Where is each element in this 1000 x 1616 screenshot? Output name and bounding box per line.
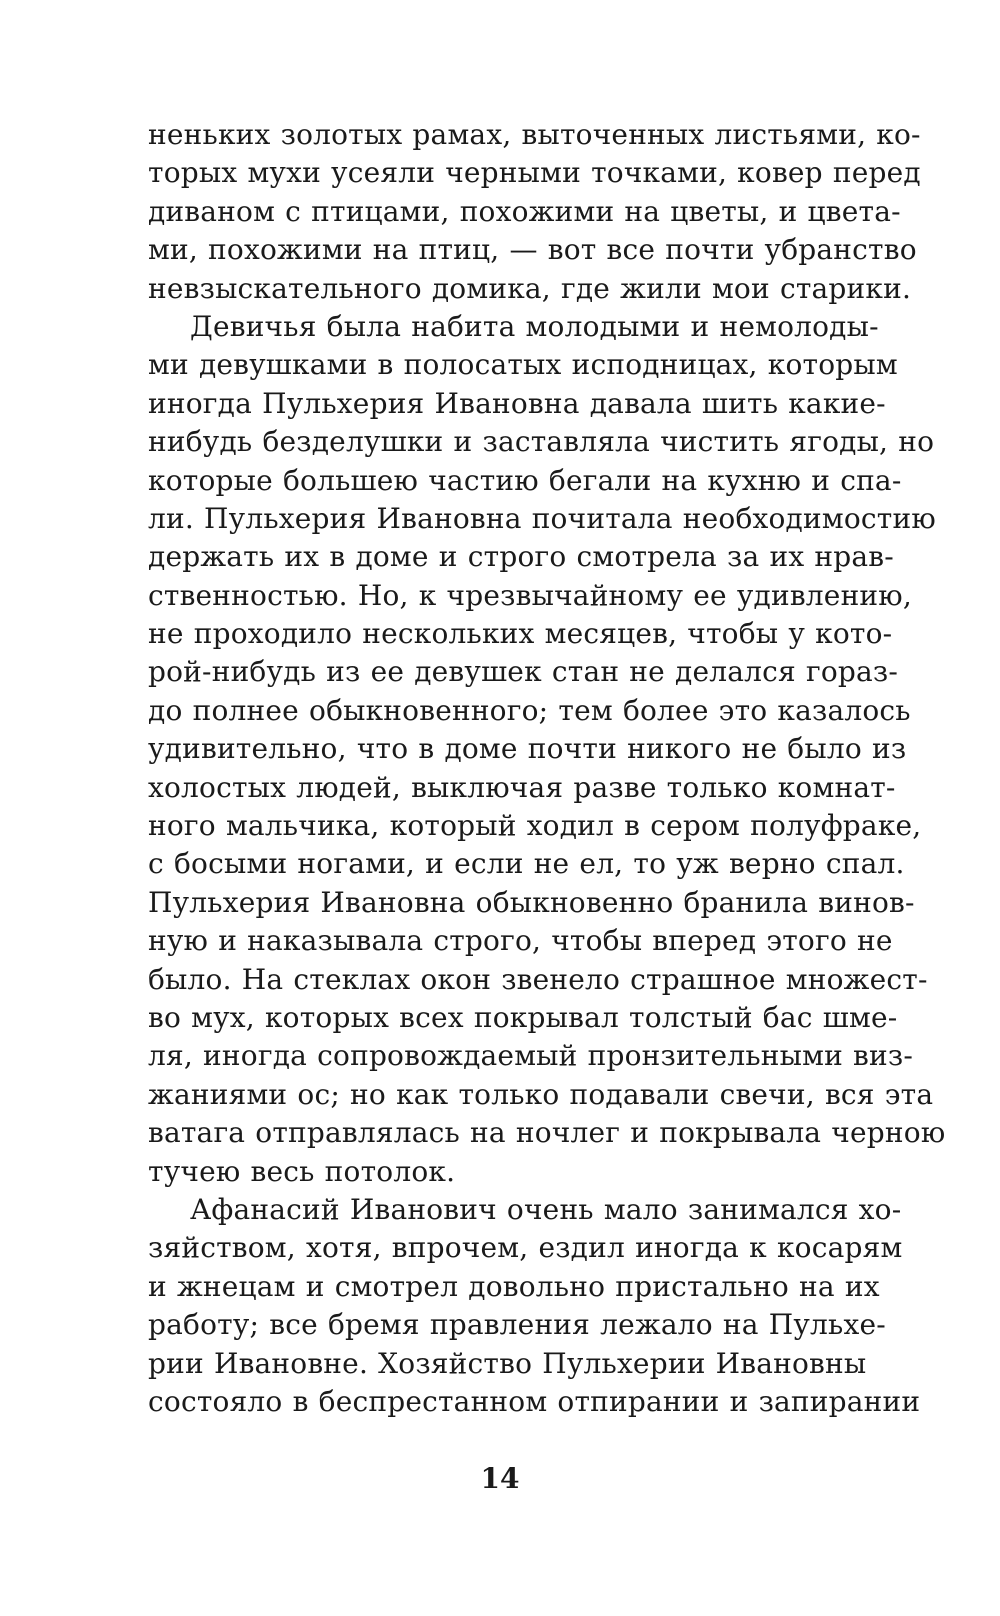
text-line: ственностью. Но, к чрезвычайному ее удивлению, (148, 578, 912, 612)
text-line: до полнее обыкновенного; тем более это казалось (148, 693, 911, 727)
text-line: ли. Пульхерия Ивановна почитала необходимостию (148, 501, 936, 535)
body-text (148, 116, 946, 1421)
paragraph-start-line: Девичья была набита молодыми и немолоды- (190, 309, 879, 343)
text-line: торых мухи усеяли черными точками, ковер перед (148, 156, 921, 190)
text-line: с босыми ногами, и если не ел, то уж верно спал. (148, 847, 905, 881)
text-line: во мух, которых всех покрывал толстый бас шме- (148, 1000, 898, 1034)
page-number: 14 (480, 1462, 520, 1495)
text-line: и жнецам и смотрел довольно пристально на их (148, 1269, 880, 1303)
text-line: держать их в доме и строго смотрела за их нрав- (148, 540, 894, 574)
text-line: состояло в беспрестанном отпирании и запирании (148, 1384, 921, 1418)
text-line: холостых людей, выключая разве только комнат- (148, 770, 896, 804)
text-line: удивительно, что в доме почти никого не было из (148, 732, 907, 766)
text-line: ми, похожими на птиц, — вот все почти убранство (148, 233, 917, 267)
text-line: которые большею частию бегали на кухню и спа- (148, 463, 902, 497)
text-line: тучею весь потолок. (148, 1154, 456, 1188)
text-line: зяйством, хотя, впрочем, ездил иногда к косарям (148, 1231, 903, 1265)
text-line: ми девушками в полосатых исподницах, которым (148, 348, 898, 382)
paragraph-start-line: Афанасий Иванович очень мало занимался хо- (190, 1192, 902, 1226)
text-line: диваном с птицами, похожими на цветы, и цвета- (148, 194, 901, 228)
text-line: ватага отправлялась на ночлег и покрывала черною (148, 1116, 946, 1150)
text-line: работу; все бремя правления лежало на Пульхе- (148, 1308, 886, 1342)
text-line: Пульхерия Ивановна обыкновенно бранила винов- (148, 885, 915, 919)
text-line: жаниями ос; но как только подавали свечи, вся эта (148, 1077, 934, 1111)
text-line: нибудь безделушки и заставляла чистить ягоды, но (148, 425, 935, 459)
text-line: ного мальчика, который ходил в сером полуфраке, (148, 809, 922, 843)
text-line: не проходило нескольких месяцев, чтобы у кото- (148, 617, 893, 651)
text-line: было. На стеклах окон звенело страшное множест- (148, 962, 928, 996)
text-line: рии Ивановне. Хозяйство Пульхерии Ивановны (148, 1346, 867, 1380)
text-line: неньких золотых рамах, выточенных листьями, ко- (148, 118, 921, 151)
text-line: иногда Пульхерия Ивановна давала шить какие- (148, 386, 886, 420)
text-line: ля, иногда сопровождаемый пронзительными виз- (148, 1039, 914, 1073)
text-line: рой-нибудь из ее девушек стан не делался горaз- (148, 655, 899, 689)
text-line: ную и наказывала строго, чтобы вперед этого не (148, 924, 893, 958)
text-line: невзыскательного домика, где жили мои старики. (148, 271, 912, 305)
